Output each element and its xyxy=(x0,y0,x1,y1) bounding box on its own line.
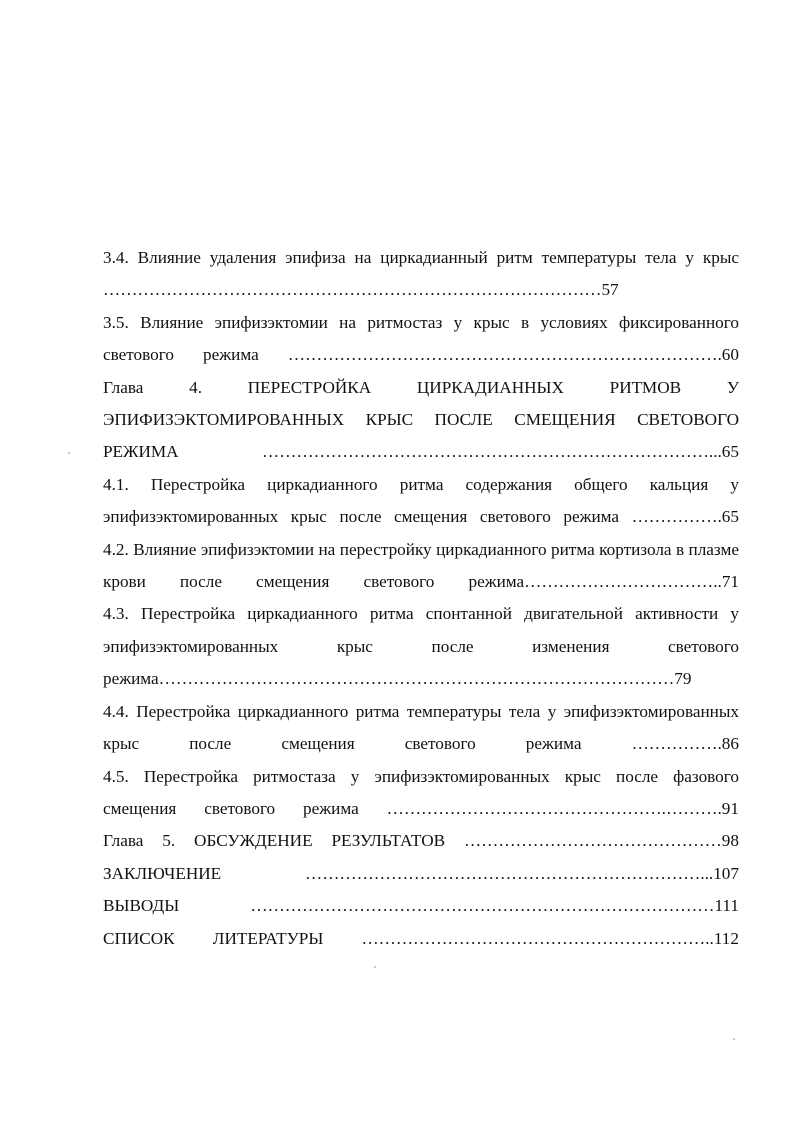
toc-entry-references xyxy=(103,923,739,955)
toc-entry-4-4 xyxy=(103,696,739,761)
toc-entry-text: Глава 5. ОБСУЖДЕНИЕ РЕЗУЛЬТАТОВ ………………………………………98 xyxy=(103,831,739,851)
toc-entry-text: 4.4. Перестройка циркадианного ритма температуры тела у эпифизэктомированных крыс после смещения светового режима …………….86 xyxy=(103,701,739,754)
toc-entry-4-2 xyxy=(103,534,739,599)
toc-entry-4-5 xyxy=(103,761,739,826)
toc-entry-text: 4.3. Перестройка циркадианного ритма спонтанной двигательной активности у эпифизэктомированных крыс после изменения светового режима………………………………………………………………………………79 xyxy=(103,604,739,689)
toc-entry-3-4 xyxy=(103,242,739,307)
scan-speck xyxy=(733,1038,735,1040)
scan-speck xyxy=(374,966,376,968)
toc-entry-text: СПИСОК ЛИТЕРАТУРЫ ……………………………………………………..112 xyxy=(103,928,739,948)
toc-entry-text: ЗАКЛЮЧЕНИЕ ……………………………………………………………...107 xyxy=(103,863,739,883)
table-of-contents xyxy=(103,242,739,955)
toc-entry-conclusion xyxy=(103,858,739,890)
toc-entry-text: Глава 4. ПЕРЕСТРОЙКА ЦИРКАДИАННЫХ РИТМОВ У ЭПИФИЗЭКТОМИРОВАННЫХ КРЫС ПОСЛЕ СМЕЩЕНИЯ СВЕТОВОГО РЕЖИМА ……………………………………………………………………...65 xyxy=(103,377,739,462)
scan-speck xyxy=(68,452,70,454)
toc-entry-3-5 xyxy=(103,307,739,372)
toc-entry-chapter-5 xyxy=(103,825,739,857)
toc-entry-text: 3.5. Влияние эпифизэктомии на ритмостаз у крыс в условиях фиксированного светового режима ………………………………………………………………….60 xyxy=(103,312,739,365)
toc-entry-text: 4.2. Влияние эпифизэктомии на перестройку циркадианного ритма кортизола в плазме крови после смещения светового режима……………………………..71 xyxy=(103,539,739,592)
toc-entry-4-3 xyxy=(103,598,739,695)
toc-entry-text: ВЫВОДЫ ………………………………………………………………………111 xyxy=(103,896,739,916)
toc-entry-text: 4.1. Перестройка циркадианного ритма содержания общего кальция у эпифизэктомированных крыс после смещения светового режима …………….65 xyxy=(103,474,739,527)
toc-entry-findings xyxy=(103,890,739,922)
toc-entry-text: 4.5. Перестройка ритмостаза у эпифизэктомированных крыс после фазового смещения светового режима ………………………………………….……….91 xyxy=(103,766,739,818)
toc-entry-chapter-4 xyxy=(103,372,739,469)
toc-entry-text: 3.4. Влияние удаления эпифиза на циркадианный ритм температуры тела у крыс ……………………………………………………………………………57 xyxy=(103,248,739,300)
toc-entry-4-1 xyxy=(103,469,739,534)
